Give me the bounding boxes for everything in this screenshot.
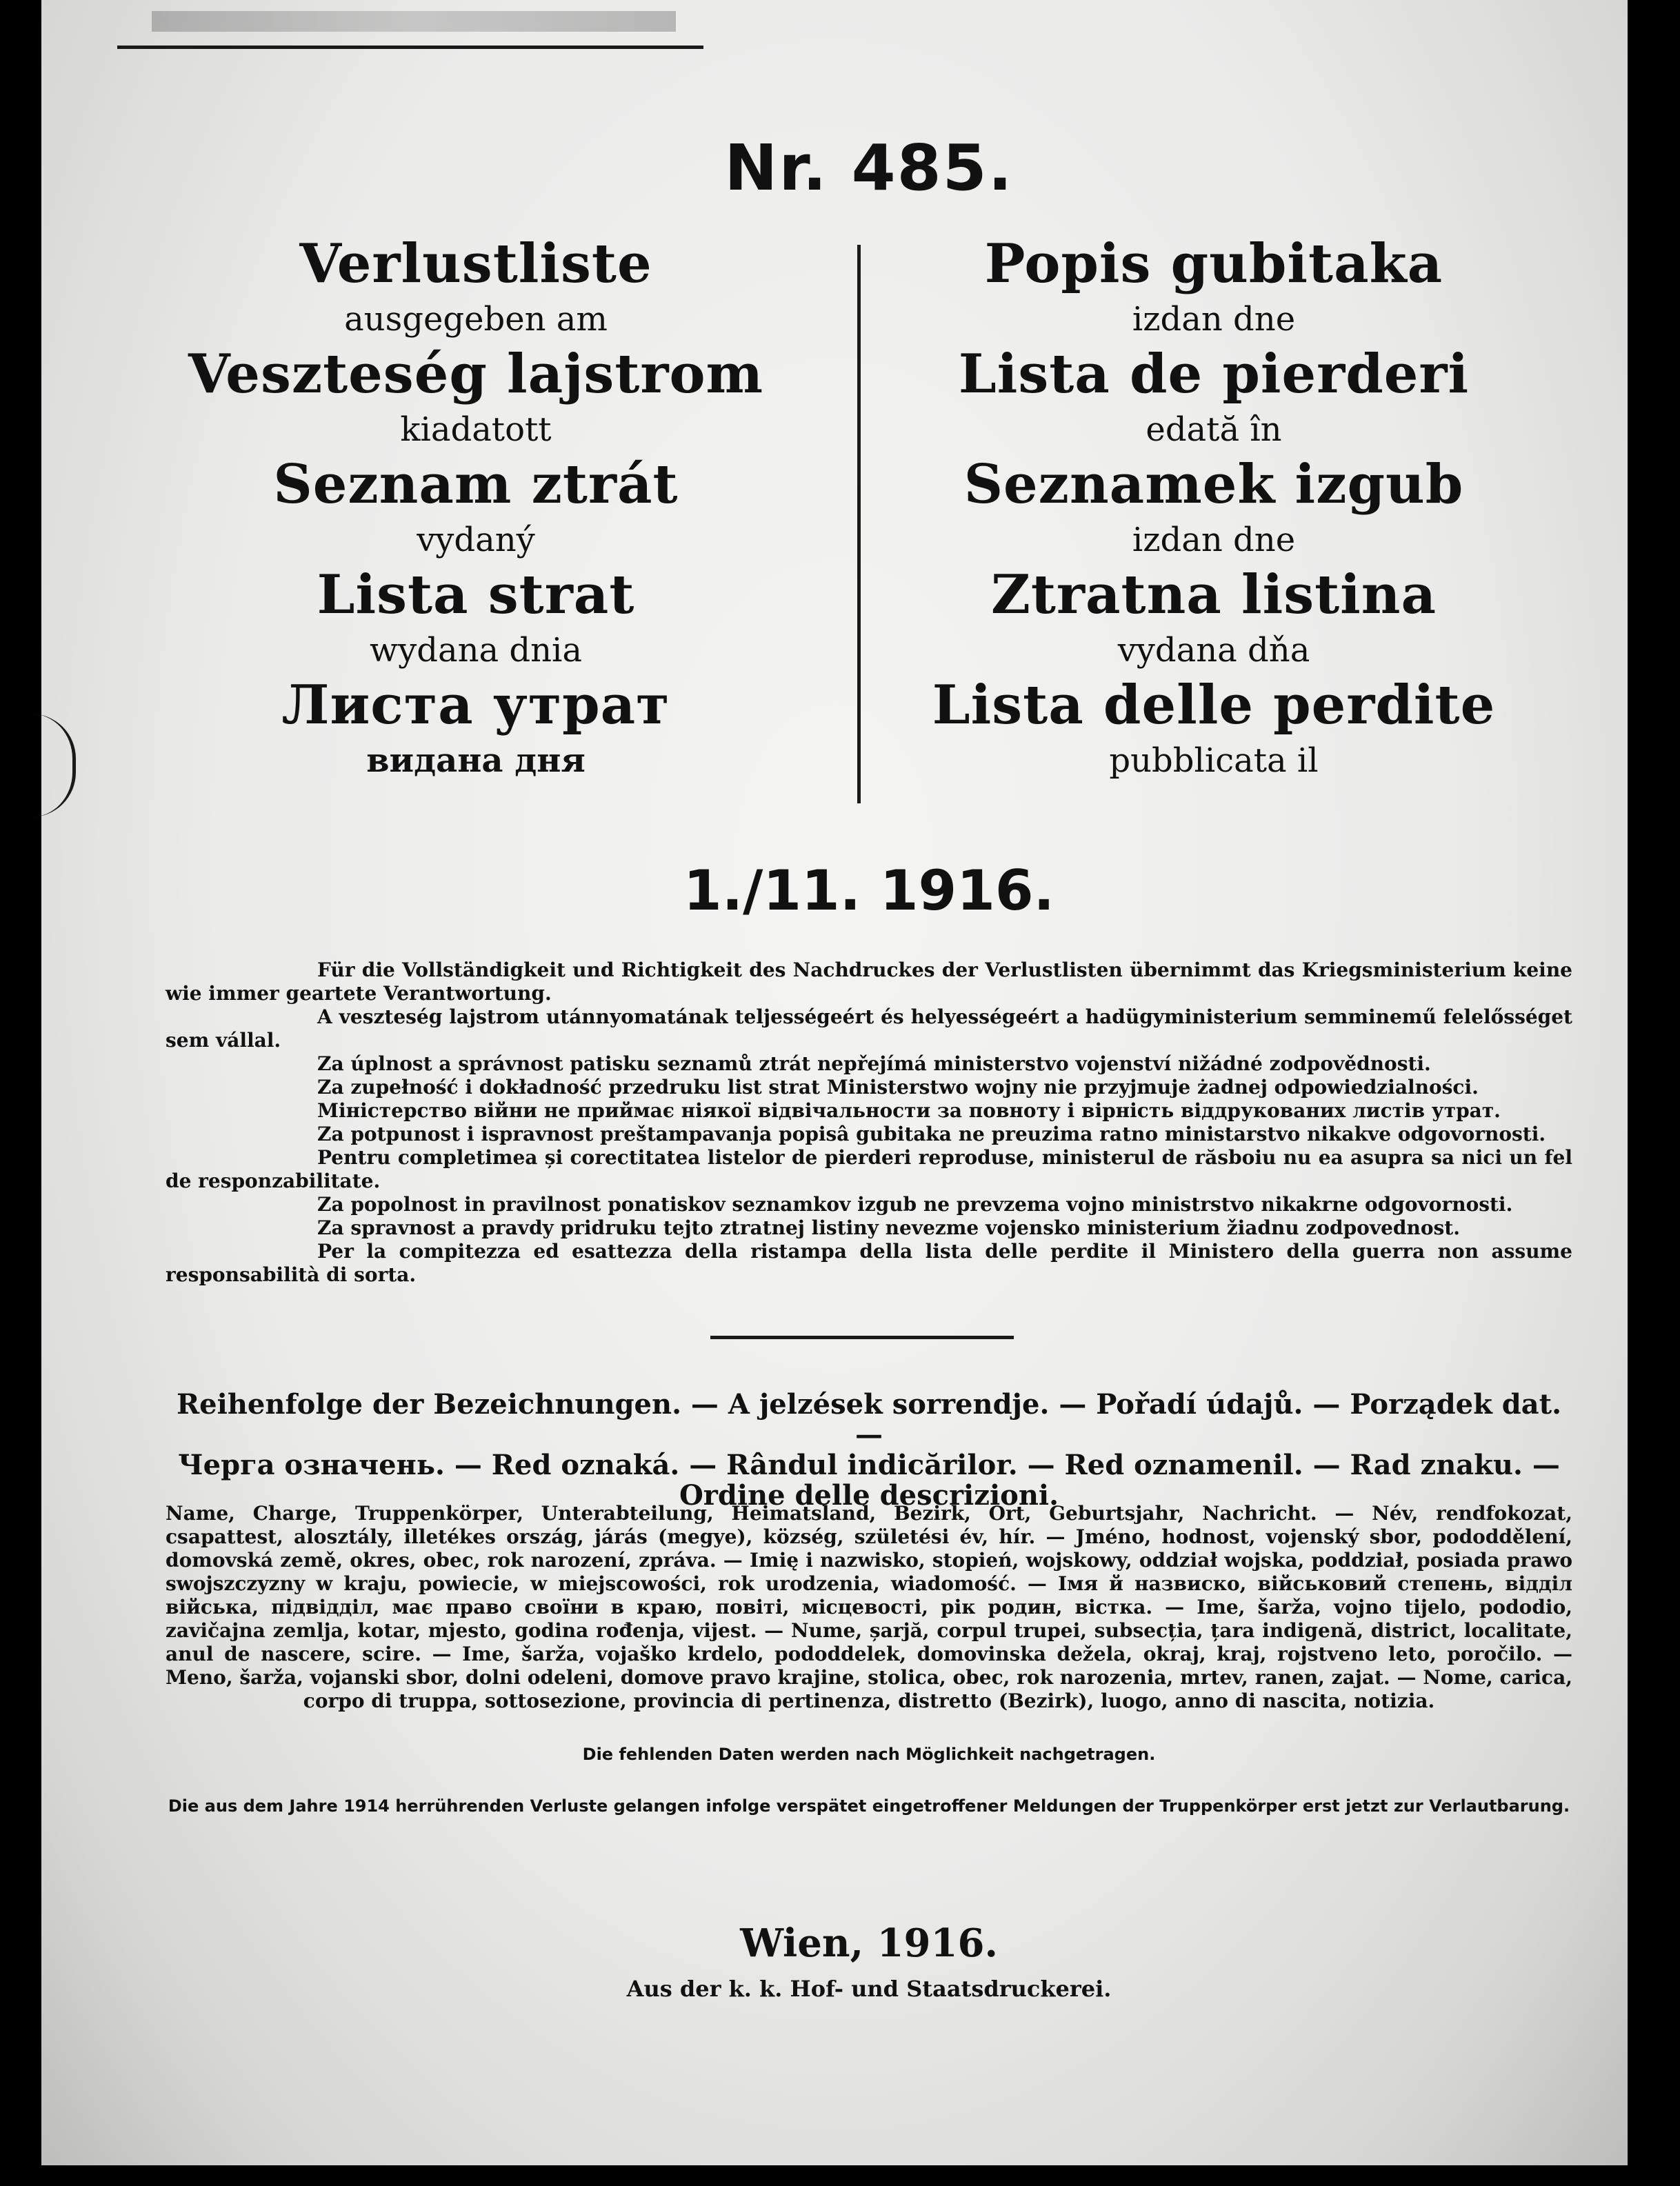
list-number: Nr. 485. [724, 131, 1014, 205]
disclaimer-slovak: Za spravnost a pravdy pridruku tejto ztratnej listiny nevezme vojensko ministerium žiadnu zodpovednost. [317, 1216, 1460, 1239]
header-rule [117, 46, 703, 49]
title-hungarian: Veszteség lajstrom [188, 343, 764, 405]
disclaimer-italian: Per la compitezza ed esattezza della ristampa della lista delle perdite il Ministero della guerra non assume responsabilità di sorta. [166, 1240, 1572, 1286]
order-heading [166, 1390, 1572, 1511]
subtitle-hungarian: kiadatott [400, 410, 552, 449]
subtitle-slovene: izdan dne [1132, 521, 1296, 559]
document-page [41, 0, 1628, 2165]
title-polish: Lista strat [317, 563, 635, 626]
title-italian: Lista delle perdite [932, 674, 1496, 736]
subtitle-croatian: izdan dne [1132, 300, 1296, 339]
subtitle-italian: pubblicata il [1109, 741, 1319, 780]
order-heading-line-3: Ordine delle descrizioni. [679, 1479, 1059, 1512]
order-heading-line-2: Черга означень. — Red oznaká. — Rândul indicărilor. — Red oznamenil. — Rad znaku. — [178, 1449, 1560, 1481]
subtitle-ruthenian: видана дня [366, 741, 586, 780]
title-slovak: Ztratna listina [990, 563, 1437, 626]
subtitle-slovak: vydana dňa [1117, 631, 1310, 670]
title-croatian: Popis gubitaka [984, 232, 1443, 295]
subtitle-german: ausgegeben am [344, 300, 608, 339]
disclaimer-ruthenian: Міністерство війни не приймає ніякої відвічальности за повноту і вірність віддрукованих листів утрат. [317, 1099, 1501, 1122]
disclaimer-slovene: Za popolnost in pravilnost ponatiskov seznamkov izgub ne prevzema vojno ministrstvo nikakrne odgovornosti. [317, 1193, 1513, 1216]
subtitle-romanian: edată în [1146, 410, 1282, 449]
title-german: Verlustliste [299, 232, 652, 295]
subtitle-polish: wydana dnia [370, 631, 582, 670]
disclaimer-hungarian: A veszteség lajstrom utánnyomatának teljességeért és helyességeért a hadügyministerium semminemű felelősséget sem vállal. [166, 1005, 1572, 1052]
title-romanian: Lista de pierderi [958, 343, 1470, 405]
issue-date: 1./11. 1916. [683, 859, 1054, 923]
note-missing-data: Die fehlenden Daten werden nach Möglichkeit nachgetragen. [582, 1745, 1156, 1764]
title-column-right [841, 234, 1586, 786]
order-heading-line-1: Reihenfolge der Bezeichnungen. — A jelzések sorrendje. — Pořadí údajů. — Porządek dat. — [176, 1388, 1562, 1451]
order-description: Name, Charge, Truppenkörper, Unterabteilung, Heimatsland, Bezirk, Ort, Geburtsjahr, Nachricht. — Név, rendfokozat, csapattest, alosztály, illetékes ország, járás (megye), község, születési év, hír. — Jméno, hodnost, vojenský sbor, pododdělení, domovská země, okres, obec, rok narození, zpráva. — Imię i nazwisko, stopień, wojskowy, oddział wojska, poddział, posiada prawo swojszczyzny w kraju, powiecie, w miejscowości, rok urodzenia, wiadomość. — Імя й назвиско, військовий степень, відділ війська, підвідділ, має право своїни в краю, повіті, місцевості, рік родин, вістка. — Ime, šarža, vojno tijelo, pododio, zavičajna zemlja, kotar, mjesto, godina rođenja, vijest. — Nume, șarjă, corpul trupei, subsecția, țara indigenă, district, localitate, anul de nascere, scire. — Ime, šarža, vojaško krdelo, pododdelek, domovinska dežela, okraj, kraj, rojstveno leto, poročilo. — Meno, šarža, vojanski sbor, dolni odeleni, domove pravo krajine, stolica, obec, rok narozenia, mrtev, ranen, zajat. — Nome, carica, corpo di truppa, sottosezione, provincia di pertinenza, distretto (Bezirk), luogo, anno di nascita, notizia. [166, 1502, 1572, 1712]
title-ruthenian: Листа утрат [281, 674, 670, 736]
title-czech: Seznam ztrát [273, 453, 679, 516]
title-column-left [166, 234, 786, 786]
note-1914-losses: Die aus dem Jahre 1914 herrührenden Verluste gelangen infolge verspätet eingetroffener Meldungen der Truppenkörper erst jetzt zur Verlautbarung. [168, 1796, 1570, 1816]
disclaimer-polish: Za zupełność i dokładność przedruku list strat Ministerstwo wojny nie przyjmuje żadnej odpowiedzialności. [317, 1076, 1479, 1099]
printer-imprint: Aus der k. k. Hof- und Staatsdruckerei. [626, 1976, 1112, 2002]
section-rule [710, 1336, 1014, 1339]
header-smudge [152, 11, 676, 32]
title-slovene: Seznamek izgub [963, 453, 1464, 516]
disclaimer-romanian: Pentru completimea și corectitatea listelor de pierderi reproduse, ministerul de răsboiu nu ea asupra sa nici un fel de responzabilitate. [166, 1146, 1572, 1192]
subtitle-czech: vydaný [417, 521, 535, 559]
place-year: Wien, 1916. [740, 1921, 998, 1966]
disclaimer-block [166, 959, 1572, 1287]
disclaimer-german: Für die Vollständigkeit und Richtigkeit des Nachdruckes der Verlustlisten übernimmt das Kriegsministerium keine wie immer geartete Verantwortung. [166, 959, 1572, 1005]
disclaimer-czech: Za úplnost a správnost patisku seznamů ztrát nepřejímá ministerstvo vojenství nižádné zodpovědnosti. [317, 1052, 1431, 1075]
disclaimer-croatian: Za potpunost i ispravnost preštampavanja popisâ gubitaka ne preuzima ratno ministarstvo nikakve odgovornosti. [317, 1123, 1546, 1145]
